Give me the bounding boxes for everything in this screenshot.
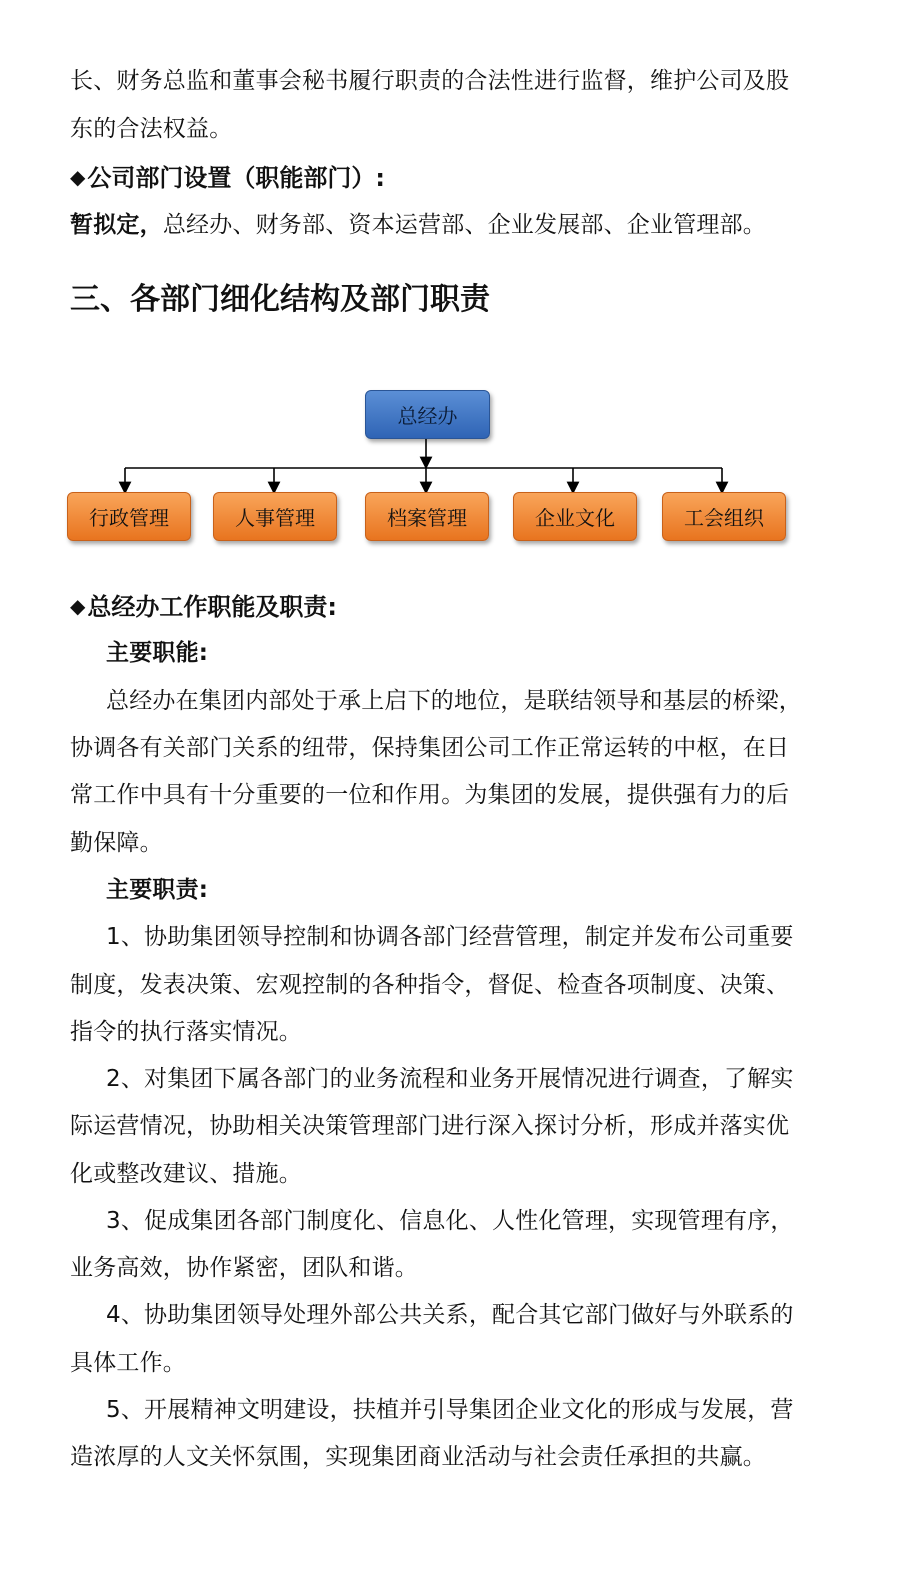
intro-line-1: 长、财务总监和董事会秘书履行职责的合法性进行监督，维护公司及股 (70, 68, 790, 94)
gm-office-heading-text: 总经办工作职能及职责: (87, 593, 337, 621)
departments-setup-text-list: 总经办、财务部、资本运营部、企业发展部、企业管理部。 (162, 212, 767, 238)
org-box-general-office: 总经办 (365, 390, 490, 439)
functions-line: 总经办在集团内部处于承上启下的地位，是联结领导和基层的桥梁， (106, 688, 802, 714)
duty-line: 造浓厚的人文关怀氛围，实现集团商业活动与社会责任承担的共赢。 (70, 1444, 766, 1470)
departments-setup-text (70, 210, 766, 240)
intro-line-2: 东的合法权益。 (70, 116, 233, 142)
duty-line: 指令的执行落实情况。 (70, 1019, 302, 1045)
org-box-dept-4: 企业文化 (513, 492, 637, 541)
duty-line: 4、协助集团领导处理外部公共关系，配合其它部门做好与外联系的 (106, 1302, 794, 1328)
diamond-bullet-icon: ◆ (70, 165, 86, 189)
duty-line: 化或整改建议、措施。 (70, 1161, 302, 1187)
org-box-dept-3: 档案管理 (365, 492, 489, 541)
departments-setup-text-bold: 暂拟定， (70, 212, 163, 238)
duties-label: 主要职责: (106, 877, 209, 903)
departments-setup-heading-text: 公司部门设置（职能部门）: (87, 164, 385, 192)
duty-line: 1、协助集团领导控制和协调各部门经营管理，制定并发布公司重要 (106, 924, 794, 950)
duty-line: 业务高效，协作紧密，团队和谐。 (70, 1255, 418, 1281)
departments-setup-heading (70, 162, 385, 195)
org-box-dept-2: 人事管理 (213, 492, 337, 541)
duty-line: 际运营情况，协助相关决策管理部门进行深入探讨分析，形成并落实优 (70, 1113, 790, 1139)
duty-line: 3、促成集团各部门制度化、信息化、人性化管理，实现管理有序， (106, 1208, 794, 1234)
functions-line: 勤保障。 (70, 830, 163, 856)
org-box-dept-1: 行政管理 (67, 492, 191, 541)
functions-line: 协调各有关部门关系的纽带，保持集团公司工作正常运转的中枢，在日 (70, 735, 790, 761)
duty-line: 制度，发表决策、宏观控制的各种指令，督促、检查各项制度、决策、 (70, 972, 790, 998)
gm-office-heading (70, 591, 337, 624)
duty-line: 2、对集团下属各部门的业务流程和业务开展情况进行调查，了解实 (106, 1066, 794, 1092)
duty-line: 5、开展精神文明建设，扶植并引导集团企业文化的形成与发展，营 (106, 1397, 794, 1423)
org-box-dept-5: 工会组织 (662, 492, 786, 541)
duty-line: 具体工作。 (70, 1350, 186, 1376)
diamond-bullet-icon: ◆ (70, 594, 86, 618)
functions-line: 常工作中具有十分重要的一位和作用。为集团的发展，提供强有力的后 (70, 782, 790, 808)
functions-label: 主要职能: (106, 640, 209, 666)
section-title: 三、各部门细化结构及部门职责 (70, 282, 490, 317)
